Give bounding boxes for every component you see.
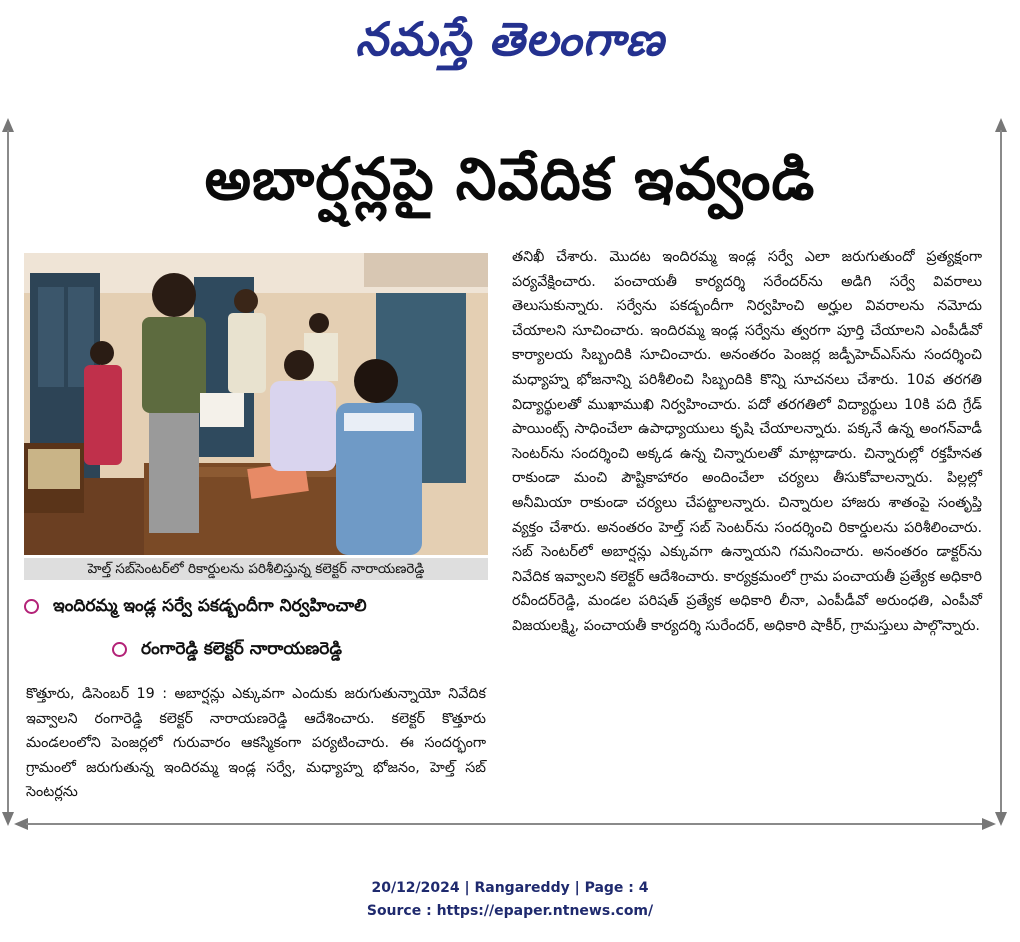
frame-arrow-down-right-icon bbox=[995, 812, 1007, 826]
bullet-ring-icon bbox=[112, 642, 127, 657]
newspaper-masthead: నమస్తే తెలంగాణ bbox=[355, 12, 665, 66]
subheading-bullet bbox=[24, 591, 488, 621]
frame-line-right bbox=[1000, 130, 1002, 816]
article-paragraph: తనిఖీ చేశారు. మొదట ఇందిరమ్మ ఇండ్ల సర్వే ఎలా జరుగుతుందో ప్రత్యక్షంగా పర్యవేక్షించారు. పంచాయతీ కార్యదర్శి సరేందర్‌ను అడిగి సర్వే వివరాలు తెలుసుకున్నారు. సర్వేను పకడ్బందీగా నిర్వహించి అర్హుల వివరాలను నమోదు చేయాలని సూచించారు. ఇందిరమ్మ ఇండ్ల సర్వేను త్వరగా పూర్తి చేయాలని ఎంపీడీవో కార్యాలయ సిబ్బందికి సూచించారు. అనంతరం పెంజర్ల జడ్పీహెచ్‌ఎస్‌ను సందర్శించి మధ్యాహ్న భోజనాన్ని పరిశీలించి సిబ్బందికి కొన్ని సూచనలు చేశారు. 10వ తరగతి విద్యార్థులతో ముఖాముఖి నిర్వహించారు. పదో తరగతిలో విద్యార్థులు 10కి పది గ్రేడ్ పాయింట్స్ సాధించేలా ఉపాధ్యాయులు కృషి చేయాలన్నారు. పక్కనే ఉన్న అంగన్‌వాడీ సెంటర్‌ను సందర్శించి అక్కడ ఉన్న చిన్నారులతో మాట్లాడారు. చిన్నారుల్లో రక్తహీనత రాకుండా మంచి పౌష్టికాహారం అందించేలా చర్యలు తీసుకోవాలన్నారు. పిల్లల్లో అనీమియా రాకుండా చర్యలు చేపట్టాలన్నారు. చిన్నారుల హాజరు శాతంపై సంతృప్తి వ్యక్తం చేశారు. అనంతరం హెల్త్ సబ్ సెంటర్‌ను సందర్శించి రికార్డులను పరిశీలించారు. సబ్ సెంటర్‌లో అబార్షన్లు ఎక్కువగా ఉన్నాయని గమనించారు. అనంతరం డాక్టర్‌ను నివేదిక ఇవ్వాలని కలెక్టర్ ఆదేశించారు. కార్యక్రమంలో గ్రామ పంచాయతీ ప్రత్యేక అధికారి రవీందర్‌రెడ్డి, మండల పరిషత్ ప్రత్యేక అధికారి లీనా, ఎంపీడీవో అరుంధతి, ఎంపీవో విజయలక్ష్మి, పంచాయతీ కార్యదర్శి సురేందర్, అధికారి షాకీర్, గ్రామస్తులు పాల్గొన్నారు. bbox=[512, 249, 982, 634]
bullet-ring-icon bbox=[24, 599, 39, 614]
subheading-text: ఇందిరమ్మ ఇండ్ల సర్వే పకడ్బందీగా నిర్వహించాలి bbox=[53, 596, 367, 616]
frame-arrow-right-icon bbox=[982, 818, 996, 830]
subheading-text: రంగారెడ్డి కలెక్టర్ నారాయణరెడ్డి bbox=[141, 639, 342, 659]
article-column-right bbox=[512, 245, 982, 639]
subheading-bullet bbox=[24, 634, 488, 664]
footer-date-edition: 20/12/2024 | Rangareddy | Page : 4 bbox=[371, 880, 649, 896]
article-paragraph: కొత్తూరు, డిసెంబర్ 19 : అబార్షన్లు ఎక్కువగా ఎందుకు జరుగుతున్నాయో నివేదిక ఇవ్వాలని రంగారెడ్డి కలెక్టర్ నారాయణరెడ్డి ఆదేశించారు. కలెక్టర్ కొత్తూరు మండలంలోని పెంజర్లలో గురువారం ఆకస్మికంగా పర్యటించారు. ఈ సందర్భంగా గ్రామంలో జరుగుతున్న ఇందిరమ్మ ఇండ్ల సర్వే, మధ్యాహ్న భోజనం, హెల్త్ సబ్ సెంటర్లను bbox=[26, 686, 486, 801]
frame-line-left bbox=[7, 130, 9, 816]
article-headline: అబార్షన్లపై నివేదిక ఇవ్వండి bbox=[204, 145, 816, 213]
footer-source: Source : https://epaper.ntnews.com/ bbox=[366, 903, 654, 919]
photo-caption: హెల్త్ సబ్‌సెంటర్‌లో రికార్డులను పరిశీలిస్తున్న కలెక్టర్ నారాయణరెడ్డి bbox=[24, 558, 488, 580]
article-photo bbox=[24, 253, 488, 555]
frame-line-bottom bbox=[26, 823, 984, 825]
article-column-left bbox=[26, 682, 486, 805]
frame-arrow-down-left-icon bbox=[2, 812, 14, 826]
photo-illustration bbox=[24, 253, 488, 555]
